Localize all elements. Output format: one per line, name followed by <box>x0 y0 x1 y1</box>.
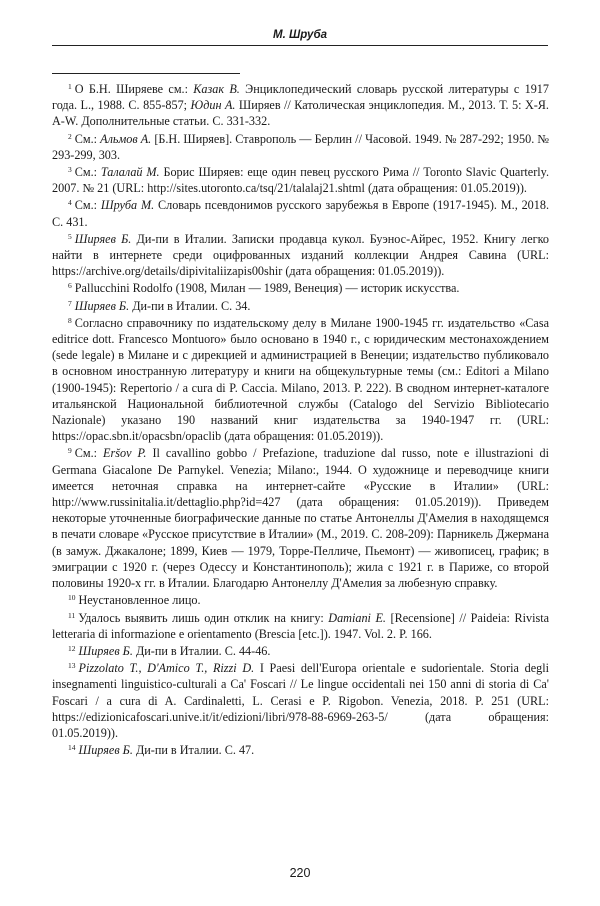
running-header: М. Шруба <box>272 29 327 41</box>
footnote-4 <box>52 197 549 229</box>
footnote-text: О Б.Н. Ширяеве см.: <box>74 82 194 96</box>
footnote-text: Ширяев // Католическая энциклопедия. М., 2013. Т. 5: Х-Я. А-W. Дополнительные статьи. С. 331-332. <box>52 98 549 129</box>
footnote-text: Энциклопедический словарь русской литературы с 1917 года. L., 1988. С. 855-857; <box>52 82 549 113</box>
footnote-text: Pallucchini Rodolfo (1908, Милан — 1989, Венеция) — историк искусства. <box>74 281 460 296</box>
footnote-text: Ди-пи в Италии. С. 44-46. <box>132 643 271 658</box>
footnote-author: Ширяев Б. <box>78 743 133 758</box>
footnote-text: Словарь псевдонимов русского зарубежья в Европе (1917-1945). М., 2018. С. 431. <box>52 198 549 229</box>
footnote-author: Альмов А. <box>100 131 152 146</box>
footnote-number: 11 <box>68 610 76 620</box>
footnote-11 <box>52 610 549 642</box>
footnote-text: Ди-пи в Италии. Записки продавца кукол. Буэнос-Айрес, 1952. Книгу легко найти в интернете среди оцифрованных изданий коллекции Андрея Савина (URL: https://archive.org/details/dipivitaliizapis00shir (дата обращения: 01.05.2019)). <box>52 231 549 279</box>
footnote-text: Ди-пи в Италии. С. 34. <box>129 298 251 313</box>
footnote-author: Ширяев Б. <box>74 298 130 313</box>
footnote-separator <box>52 73 240 74</box>
footnote-7 <box>52 298 549 314</box>
footnote-14 <box>52 742 549 758</box>
footnote-text: Борис Ширяев: еще один певец русского Рима // Toronto Slavic Quarterly. 2007. № 21 (URL: http://sites.utoronto.ca/tsq/21/talalaj21.shtml (дата обращения: 01.05.2019)). <box>52 165 549 196</box>
footnote-author: Ширяев Б. <box>74 231 132 246</box>
footnote-2 <box>52 131 549 163</box>
footnote-1 <box>52 81 549 130</box>
footnote-author: Шруба М. <box>100 198 155 213</box>
footnote-number: 8 <box>68 315 72 325</box>
page-number: 220 <box>289 866 311 880</box>
footnote-number: 7 <box>68 298 72 308</box>
footnote-author: Казак В. <box>193 82 240 96</box>
footnote-10 <box>52 592 549 608</box>
footnote-number: 3 <box>68 165 72 175</box>
footnote-author: Damiani E. <box>328 610 386 625</box>
footnote-text: [Recensione] // Paideia: Rivista letteraria di informazione e orientamento (Brescia [etc.]). 1947. Vol. 2. P. 166. <box>52 610 550 641</box>
footnote-number: 12 <box>68 643 76 653</box>
footnote-5 <box>52 231 549 280</box>
footnote-number: 9 <box>68 446 72 456</box>
footnote-number: 5 <box>68 231 72 241</box>
footnotes-block <box>52 81 549 759</box>
footnote-8 <box>52 315 549 445</box>
footnote-number: 1 <box>68 82 72 91</box>
footnote-author: Юдин А. <box>190 98 236 113</box>
footnote-number: 14 <box>68 743 76 753</box>
footnote-9 <box>52 445 549 591</box>
footnote-author: Талалай М. <box>100 165 160 180</box>
footnote-text: Ди-пи в Италии. С. 47. <box>132 743 255 758</box>
footnote-text: См.: <box>74 131 101 146</box>
footnote-author: Pizzolato T., D'Amico T., Rizzi D. <box>78 661 255 676</box>
footnote-text: См.: <box>74 198 101 213</box>
footnote-number: 6 <box>68 281 72 291</box>
header-rule <box>52 45 548 46</box>
footnote-number: 13 <box>68 661 76 671</box>
footnote-text: Согласно справочнику по издательскому делу в Милане 1900-1945 гг. издательство «Casa editrice dott. Francesco Montuoro» было основано в 1940 г., с юридическим местонахождением (sede legale) в Милане и с дирекцией и администрацией в Венеции; издательство публиковало в основном иностранную литературу и книги на общекультурные темы (см.: Editori a Milano (1900-1945): Repertorio / a cura di P. Caccia. Milano, 2013. P. 222). В сводном интернет-каталоге итальянской Национальной библиотечной службы (Catalogo del Servizio Bibliotecario Nazionale) указано 190 названий книг издательства за 1940-1947 гг. (URL: https://opac.sbn.it/opacsbn/opaclib (дата обращения: 01.05.2019)). <box>52 315 549 444</box>
footnote-text: Il cavallino gobbo / Prefazione, traduzione dal russo, note e illustrazioni di Germana Giacalone De Parnykel. Venezia; Milano:, 1944. О художнице и переводчице книги имеется неточная справка на интернет-сайте «Русские в Италии» (URL: http://www.russinitalia.it/dettaglio.php?id=427 (дата обращения: 01.05.2019)). Приведем некоторые уточненные биографические данные по статье Антонеллы Д'Амелия в находящемся в печати словаре «Русское присутствие в Италии» (М., 2019. С. 208-209): Парникель Джермана (в замуж. Джакалоне; 1899, Киев — 1979, Торре-Пелличе, Пьемонт) — живописец, график; в эмиграции с 1920 г. (через Одессу и Константинополь); жила с 1921 г. в Париже, со второй половины 1920-х гг. в Италии. Благодарю Антонеллу Д'Амелия за любезную справку. <box>52 446 549 591</box>
footnote-text: Неустановленное лицо. <box>78 593 201 608</box>
footnote-text: См.: <box>74 446 104 461</box>
footnote-text: I Paesi dell'Europa orientale e sudorientale. Storia degli insegnamenti linguistico-culturali a Ca' Foscari // Le lingue occidentali nei 150 anni di storia di Ca' Foscari / a cura di A. Cardinaletti, L. Cerasi e P. Rigobon. Venezia, 2018. P. 251 (URL: https://edizionicafoscari.unive.it/it/edizioni/libri/978-88-6969-263-5/ (дата обращения: 01.05.2019)). <box>52 661 549 740</box>
footnote-author: Eršov P. <box>103 446 147 461</box>
footnote-text: Удалось выявить лишь один отклик на книгу: <box>78 610 329 625</box>
footnote-13 <box>52 660 549 741</box>
footnote-number: 4 <box>68 198 72 208</box>
footnote-number: 2 <box>68 131 72 141</box>
footnote-12 <box>52 643 549 659</box>
footnote-text: См.: <box>74 165 101 180</box>
footnote-3 <box>52 164 549 196</box>
footnote-6 <box>52 280 549 296</box>
footnote-number: 10 <box>68 593 76 603</box>
footnote-author: Ширяев Б. <box>78 643 133 658</box>
footnote-text: [Б.Н. Ширяев]. Ставрополь — Берлин // Часовой. 1949. № 287-292; 1950. № 293-299, 303. <box>52 131 549 162</box>
